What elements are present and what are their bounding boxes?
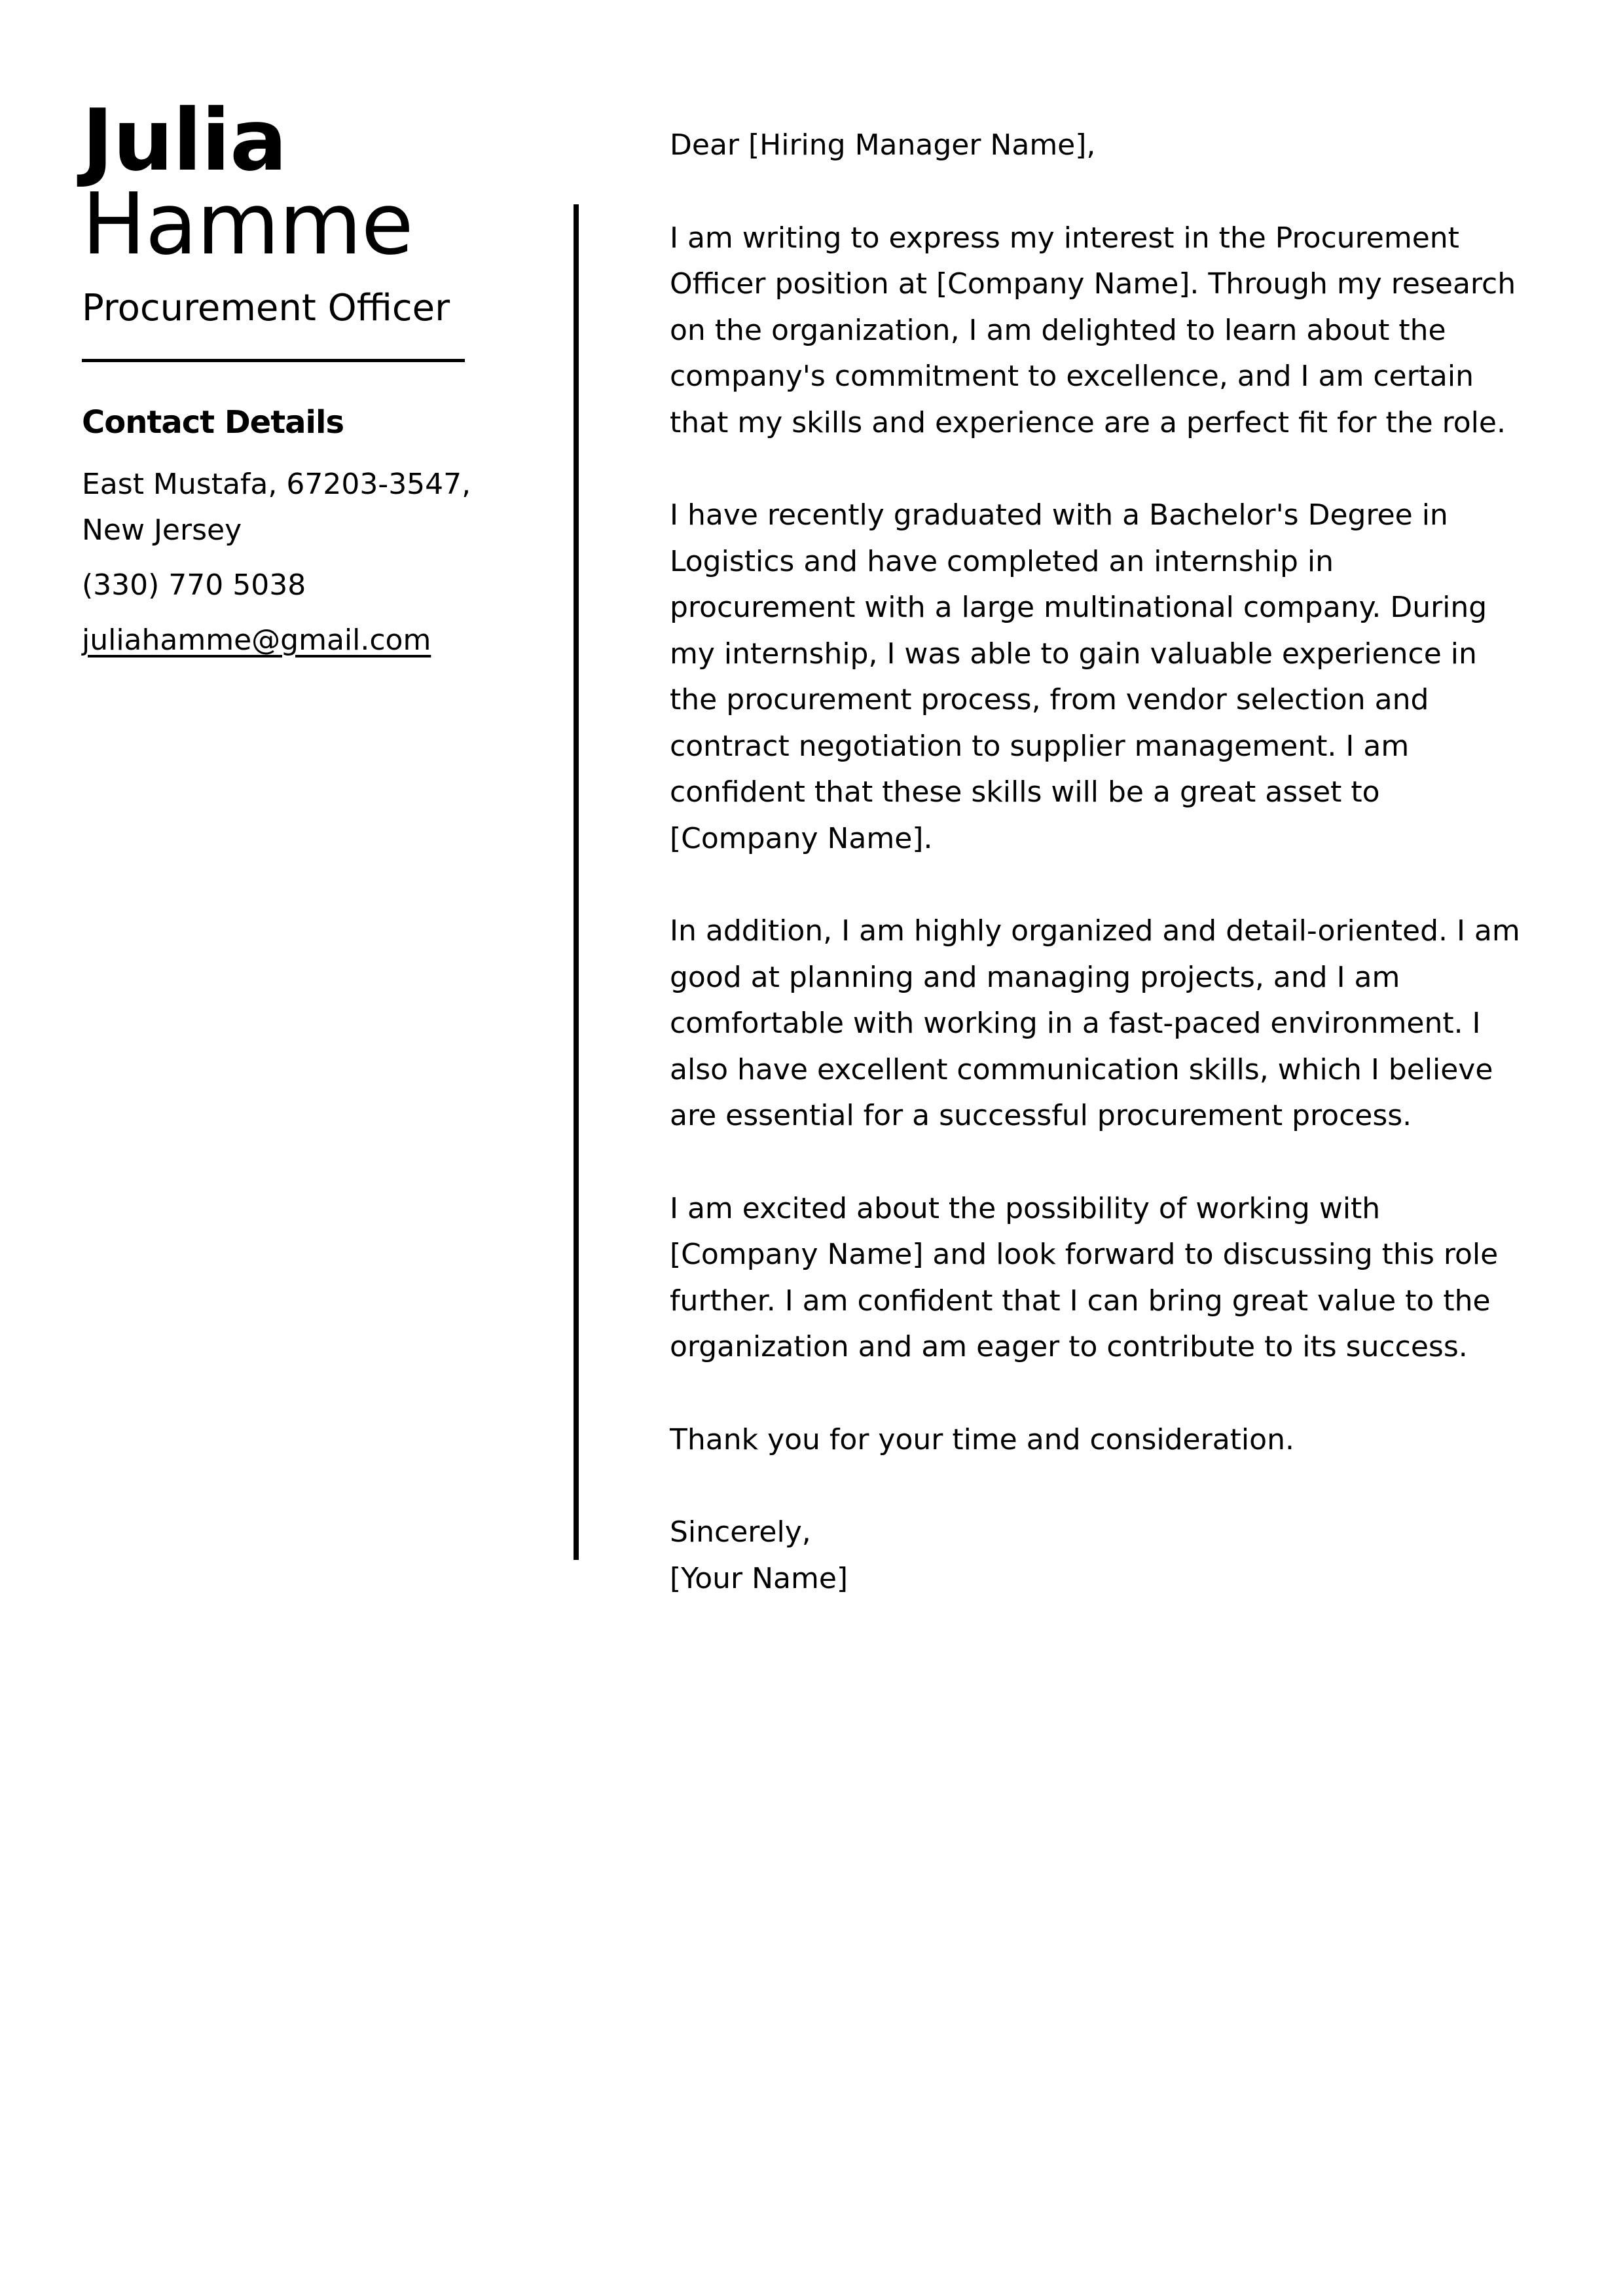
letter-signature: [Your Name] bbox=[670, 1561, 848, 1595]
letter-paragraph-5: Thank you for your time and consideration. bbox=[670, 1422, 1294, 1456]
letter-paragraph-2: I have recently graduated with a Bachelor's Degree in Logistics and have completed an internship in procurement with a large multinational company. During my internship, I was able to gain valuable experience in the procurement process, from vendor selection and contract negotiation to supplier management. I am confident that these skills will be a great asset to [Company Name]. bbox=[670, 498, 1487, 855]
job-title: Procurement Officer bbox=[82, 287, 450, 329]
contact-heading: Contact Details bbox=[82, 404, 344, 441]
sidebar bbox=[82, 90, 475, 663]
title-divider bbox=[82, 359, 465, 362]
vertical-divider bbox=[574, 204, 579, 1560]
letter-closing: Sincerely, bbox=[670, 1515, 811, 1549]
contact-address: East Mustafa, 67203-3547, New Jersey bbox=[82, 468, 471, 547]
letter-paragraph-1: I am writing to express my interest in the Procurement Officer position at [Company Name]. Through my research on the organization, I am delighted to learn about the company's commitment to excellence, and I am certain that my skills and experience are a perfect fit for the role. bbox=[670, 221, 1516, 439]
contact-phone: (330) 770 5038 bbox=[82, 568, 306, 602]
applicant-name bbox=[82, 90, 475, 274]
letter-salutation: Dear [Hiring Manager Name], bbox=[670, 128, 1096, 162]
contact-email-link[interactable]: juliahamme@gmail.com bbox=[82, 623, 431, 657]
letter-paragraph-3: In addition, I am highly organized and detail-oriented. I am good at planning and managing projects, and I am comfortable with working in a fast-paced environment. I also have excellent communication skills, which I believe are essential for a successful procurement process. bbox=[670, 914, 1520, 1132]
letter-body bbox=[670, 122, 1527, 1602]
first-name: Julia bbox=[82, 90, 287, 190]
last-name: Hamme bbox=[82, 174, 413, 274]
letter-paragraph-4: I am excited about the possibility of working with [Company Name] and look forward to discussing this role further. I am confident that I can bring great value to the organization and am eager to contribute to its success. bbox=[670, 1191, 1499, 1363]
